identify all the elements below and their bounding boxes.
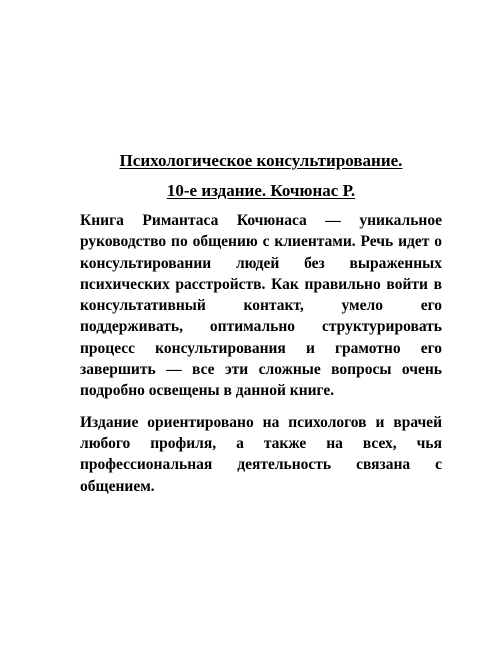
description-paragraph-2: Издание ориентировано на психологов и врачей любого профиля, а также на всех, чья профессиональная деятельность связана с общением. — [80, 413, 442, 495]
book-edition-author: 10-е издание. Кочюнас Р. — [166, 181, 356, 200]
book-title: Психологическое консультирование. — [119, 151, 403, 170]
description-paragraph-1: Книга Римантаса Кочюнаса — уникальное руководство по общению с клиентами. Речь идет о консультировании людей без выраженных психических расстройств. Как правильно войти в консультативный контакт, умело его поддерживать, оптимально структурировать процесс консультирования и грамотно его завершить — все эти сложные вопросы очень подробно освещены в данной книге. — [80, 212, 442, 400]
book-description — [80, 150, 442, 497]
